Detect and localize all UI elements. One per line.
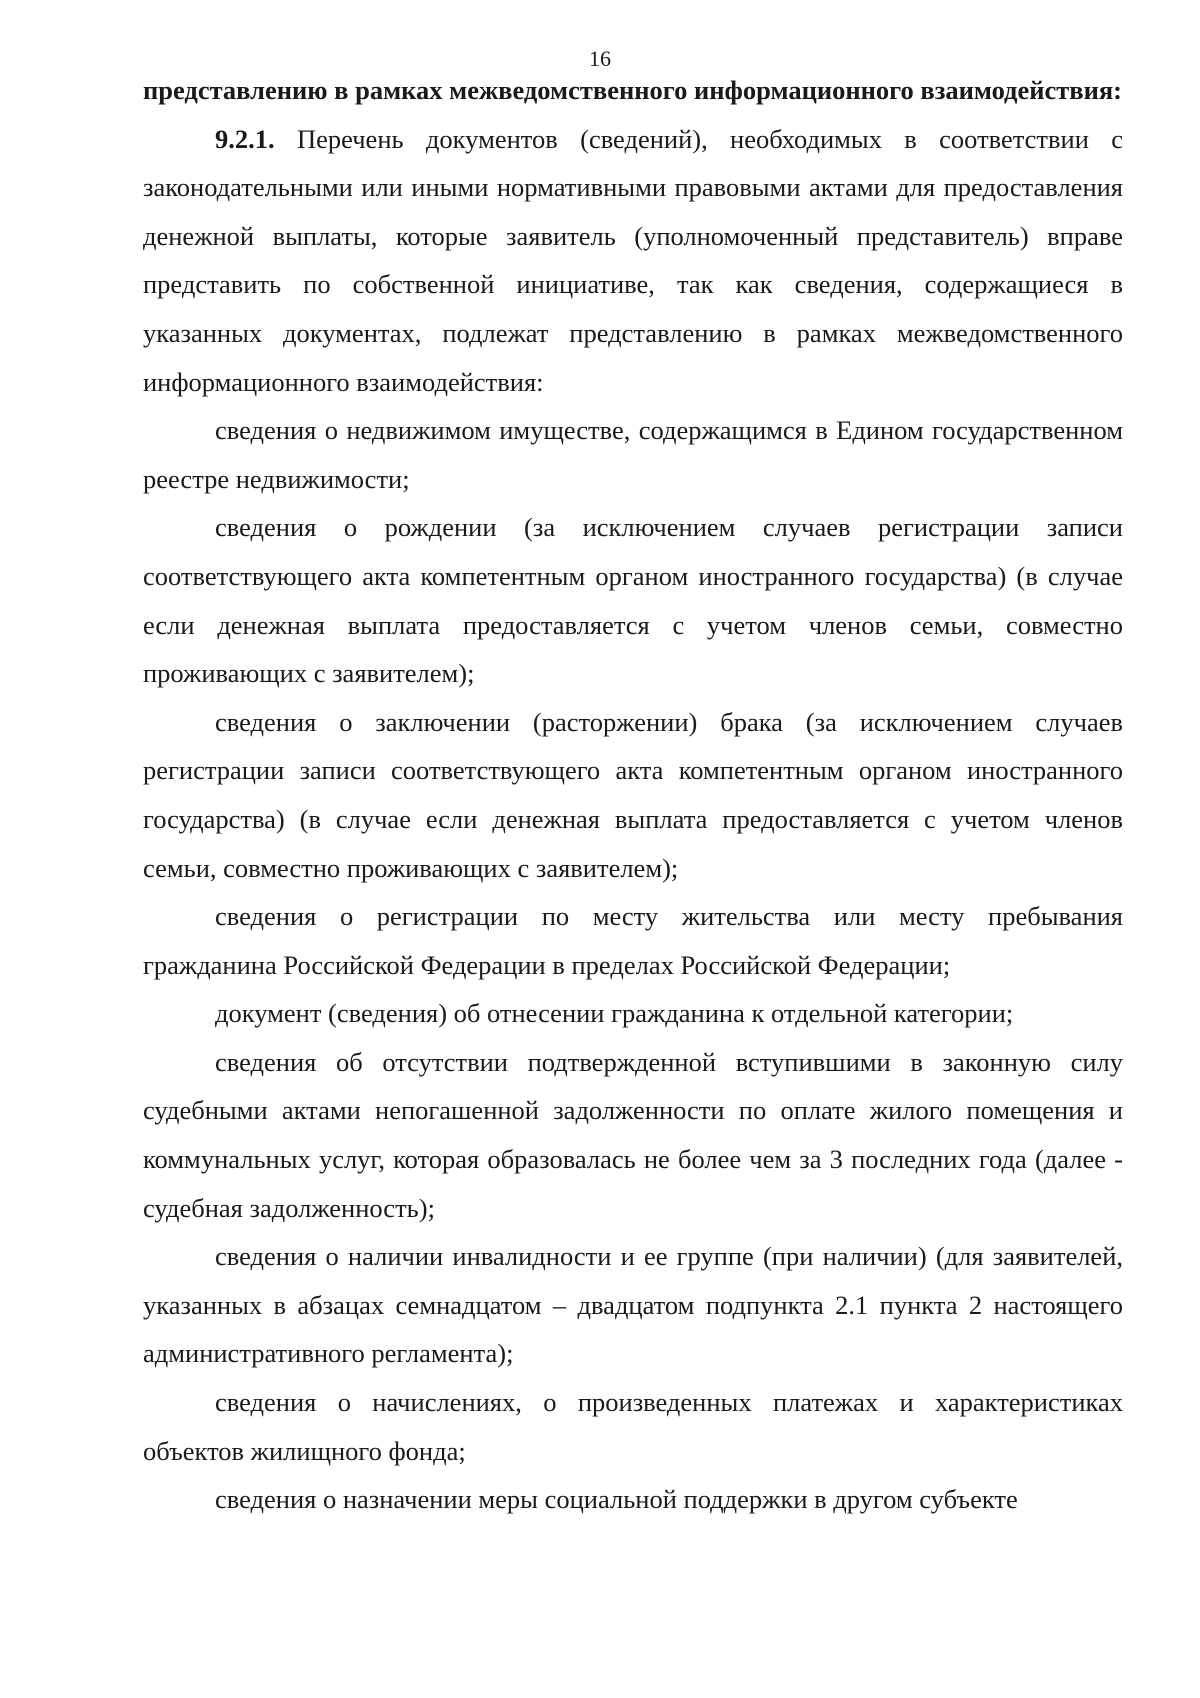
page-number: 16 [589, 46, 611, 71]
list-item: сведения об отсутствии подтвержденной вступившими в законную силу судебными актами непогашенной задолженности по оплате жилого помещения и коммунальных услуг, которая образовалась не более чем за 3 последних года (далее - судебная задолженность); [143, 1046, 1123, 1223]
list-item: сведения о рождении (за исключением случаев регистрации записи соответствующего акта компетентным органом иностранного государства) (в случае если денежная выплата предоставляется с учетом членов семьи, совместно проживающих с заявителем); [143, 512, 1123, 689]
section-heading: представлению в рамках межведомственного информационного взаимодействия: [143, 75, 1123, 105]
list-item: документ (сведения) об отнесении гражданина к отдельной категории; [215, 998, 1014, 1029]
section-paragraph-9-2-1 [143, 115, 1123, 407]
list-item: сведения о недвижимом имуществе, содержащимся в Едином государственном реестре недвижимости; [143, 415, 1123, 494]
list-item: сведения о заключении (расторжении) брака (за исключением случаев регистрации записи соответствующего акта компетентным органом иностранного государства) (в случае если денежная выплата предоставляется с учетом членов семьи, совместно проживающих с заявителем); [143, 706, 1123, 883]
list-item: сведения о регистрации по месту жительства или месту пребывания гражданина Российской Федерации в пределах Российской Федерации; [143, 901, 1123, 980]
section-number: 9.2.1. [215, 123, 275, 154]
list-item: сведения о наличии инвалидности и ее группе (при наличии) (для заявителей, указанных в абзацах семнадцатом – двадцатом подпункта 2.1 пункта 2 настоящего административного регламента); [143, 1241, 1123, 1369]
document-body [143, 66, 1123, 1524]
list-item: сведения о начислениях, о произведенных платежах и характеристиках объектов жилищного фонда; [143, 1387, 1123, 1466]
list-item: сведения о назначении меры социальной поддержки в другом субъекте [215, 1484, 1018, 1515]
section-intro-text: Перечень документов (сведений), необходимых в соответствии с законодательными или иными нормативными правовыми актами для предоставления денежной выплаты, которые заявитель (уполномоченный представитель) вправе представить по собственной инициативе, так как сведения, содержащиеся в указанных документах, подлежат представлению в рамках межведомственного информационного взаимодействия: [143, 123, 1123, 397]
